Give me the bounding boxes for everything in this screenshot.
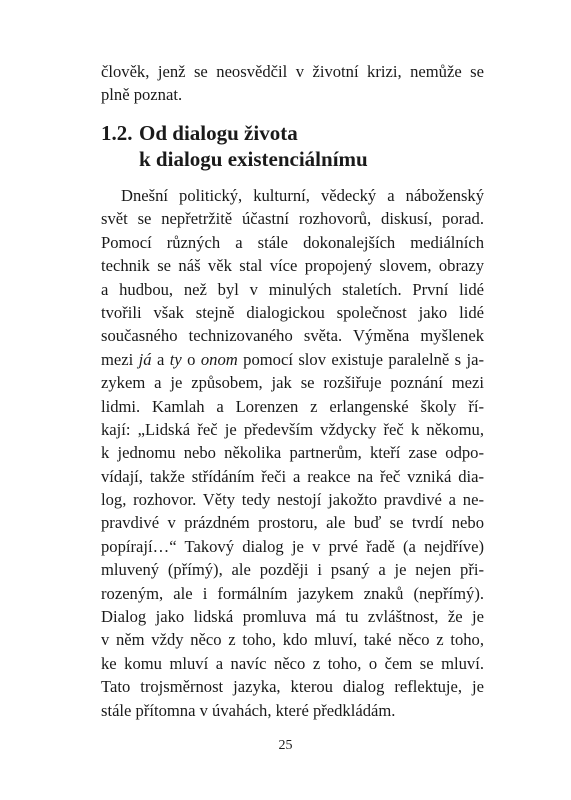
body-line: vídají, takže střídáním řeči a reakce na řeč vzniká dia-: [101, 466, 484, 486]
intro-paragraph: [101, 60, 484, 107]
page-number: 25: [278, 738, 293, 753]
body-line: svět se nepřetržitě účastní rozhovorů, diskusí, porad.: [101, 209, 484, 229]
body-line: stále přítomna v úvahách, které předkládám.: [101, 700, 396, 720]
body-line: popírají…“ Takový dialog je v prvé řadě (a nejdříve): [101, 536, 484, 556]
intro-line-1: člověk, jenž se neosvědčil v životní krizi, nemůže se: [101, 62, 484, 81]
body-line: lidmi. Kamlah a Lorenzen z erlangenské školy ří-: [101, 396, 484, 416]
body-text-fragment: pomocí slov existuje paralelně s ja-: [237, 349, 484, 369]
section-title-line-2: k dialogu existenciálnímu: [139, 147, 368, 171]
body-line-with-italics: [101, 348, 484, 371]
italic-ty: ty: [169, 349, 182, 369]
section-title-line-1: Od dialogu života: [139, 121, 298, 145]
body-paragraph: [101, 184, 484, 722]
body-line: pravdivé v prázdném prostoru, ale buď se tvrdí nebo: [101, 513, 484, 533]
body-line: v něm vždy něco z toho, kdo mluví, také něco z toho,: [101, 630, 484, 650]
body-line: k jednomu nebo několika partnerům, kteří zase odpo-: [101, 443, 484, 463]
italic-onom: onom: [200, 349, 238, 369]
body-line: současného technizovaného světa. Výměna myšlenek: [101, 326, 484, 346]
body-text-fragment: o: [181, 349, 201, 369]
body-line: a hudbou, než byl v minulých staletích. První lidé: [101, 279, 484, 299]
body-line: Dnešní politický, kulturní, vědecký a náboženský: [121, 186, 484, 205]
body-line: ke komu mluví a navíc něco z toho, o čem se mluví.: [101, 653, 484, 673]
body-line: technik se náš věk stal více propojený slovem, obrazy: [101, 256, 484, 276]
body-line: kají: „Lidská řeč je především vždycky řeč k někomu,: [101, 419, 484, 439]
body-text-fragment: a: [151, 349, 170, 369]
section-heading: [101, 120, 484, 172]
body-line: Tato trojsměrnost jazyka, kterou dialog reflektuje, je: [101, 677, 484, 697]
body-line: zykem a je způsobem, jak se rozšiřuje poznání mezi: [101, 373, 484, 393]
body-line: Dialog jako lidská promluva má tu zvláštnost, že je: [101, 607, 484, 627]
intro-line-2: plně poznat.: [101, 85, 183, 105]
body-line: rozeným, ale i formálním jazykem znaků (nepřímý).: [101, 583, 484, 603]
italic-ja: já: [138, 349, 152, 369]
section-number: 1.2.: [101, 121, 133, 145]
body-line: Pomocí různých a stále dokonalejších mediálních: [101, 232, 484, 252]
body-line: mluvený (přímý), ale později i psaný a je nejen při-: [101, 560, 484, 580]
body-line: log, rozhovor. Věty tedy nestojí jakožto pravdivé a ne-: [101, 490, 484, 510]
body-text-fragment: mezi: [101, 349, 139, 369]
body-line: tvořili však stejně dialogickou společnost jako lidé: [101, 302, 484, 322]
